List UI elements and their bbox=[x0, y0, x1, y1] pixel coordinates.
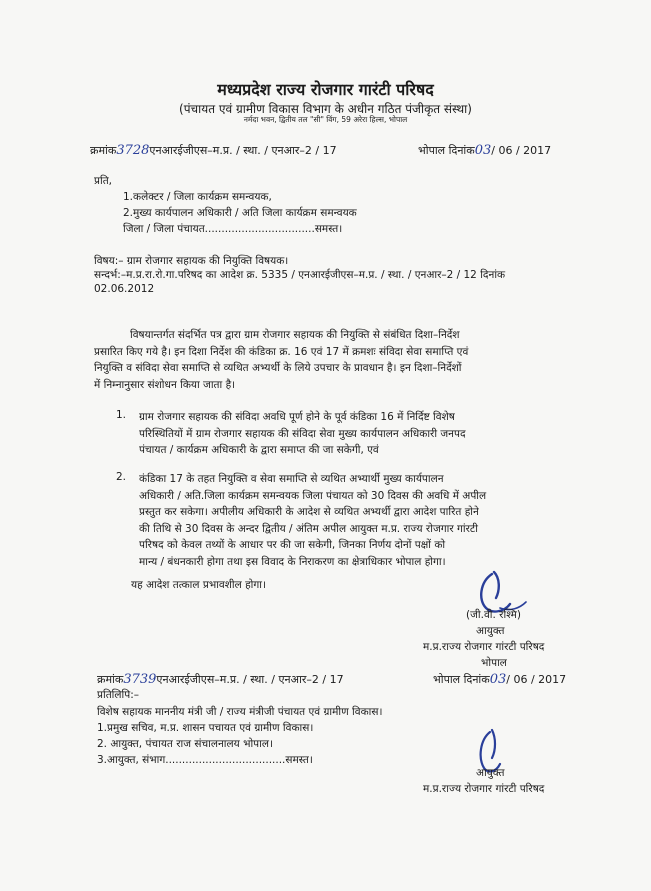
paragraph-line: ग्राम रोजगार सहायक की संविदा अवधि पूर्ण होने के पूर्व कंडिका 16 में निर्दिष्ट विशेष bbox=[139, 411, 455, 423]
paragraph-line: विषयान्तर्गत संदर्भित पत्र द्वारा ग्राम रोजगार सहायक की नियुक्ति से संबंधित दिशा–निर्देश bbox=[130, 329, 460, 341]
point-number: 1. bbox=[116, 409, 127, 421]
ref-date-1 bbox=[418, 143, 551, 158]
org-title: मध्यप्रदेश राज्य रोजगार गारंटी परिषद bbox=[217, 80, 434, 99]
copy-line: 1.प्रमुख सचिव, म.प्र. शासन पचायत एवं ग्रामीण विकास। bbox=[97, 722, 314, 734]
org-address: नर्मदा भवन, द्वितीय तल "सी" विंग, 59 अरेरा हिल्स, भोपाल bbox=[243, 115, 408, 124]
to-label: प्रति, bbox=[94, 175, 113, 187]
paragraph-line: में निम्नानुसार संशोधन किया जाता है। bbox=[94, 378, 236, 391]
ref-code: एनआरईजीएस–म.प्र. / स्था. / एनआर–2 / 17 bbox=[149, 144, 337, 157]
effect-line: यह आदेश तत्काल प्रभावशील होगा। bbox=[131, 579, 266, 591]
paragraph-line: पंचायत / कार्यक्रम अधिकारी के द्वारा समाप्त की जा सकेगी, एवं bbox=[139, 444, 379, 456]
paragraph-line: परिषद को केवल तथ्यों के आधार पर की जा सकेगी, जिनका निर्णय दोनों पक्षों को bbox=[139, 539, 446, 551]
paragraph-line: अधिकारी / अति.जिला कार्यक्रम समन्वयक जिला पंचायत को 30 दिवस की अवधि में अपील bbox=[139, 489, 487, 502]
date-rest: / 06 / 2017 bbox=[506, 673, 567, 686]
paragraph-line: कंडिका 17 के तहत नियुक्ति व सेवा समाप्ति से व्यथित अभ्यार्थी मुख्य कार्यपालन bbox=[139, 473, 444, 485]
paragraph-line: प्रसारित किए गये है। इन दिशा निर्देश की कंडिका क्र. 16 एवं 17 में क्रमशः संविदा सेवा समाप्ति एवं bbox=[94, 345, 469, 358]
date-prefix: भोपाल दिनांक bbox=[418, 144, 475, 157]
to-line: जिला / जिला पंचायत.................................समस्त। bbox=[123, 223, 343, 235]
intro-paragraph bbox=[94, 327, 569, 393]
date-day-handwritten: 03 bbox=[474, 143, 492, 158]
copy-line: 3.आयुक्त, संभाग....................................समस्त। bbox=[97, 754, 313, 766]
org-subtitle: (पंचायत एवं ग्रामीण विकास विभाग के अधीन गठित पंजीकृत संस्था) bbox=[179, 102, 472, 116]
copy-line: विशेष सहायक माननीय मंत्री जी / राज्य मंत्रीजी पंचायत एवं ग्रामीण विकास। bbox=[97, 706, 383, 718]
signatory-org: म.प्र.राज्य रोजगार गांरटी परिषद bbox=[423, 783, 545, 795]
reference-date: 02.06.2012 bbox=[94, 283, 155, 295]
ref-number-handwritten: 3739 bbox=[123, 672, 157, 687]
paragraph-line: मान्य / बंधनकारी होगा तथा इस विवाद के निराकरण का क्षेत्राधिकार भोपाल होगा। bbox=[139, 555, 446, 568]
copy-label: प्रतिलिपि:– bbox=[97, 689, 139, 701]
signatory-city: भोपाल bbox=[481, 657, 507, 669]
to-line: 2.मुख्य कार्यपालन अधिकारी / अति जिला कार्यक्रम समन्वयक bbox=[123, 207, 357, 219]
paragraph-line: प्रस्तुत कर सकेगा। अपीलीय अधिकारी के आदेश से व्यथित अभ्यर्थी द्वारा आदेश पारित होने bbox=[139, 506, 479, 518]
subject-line: विषय:– ग्राम रोजगार सहायक की नियुक्ति विषयक। bbox=[94, 255, 289, 267]
date-day-handwritten: 03 bbox=[489, 672, 507, 687]
signatory-designation: आयुक्त bbox=[476, 767, 505, 779]
paragraph-line: की तिथि से 30 दिवस के अन्दर द्वितीय / अंतिम अपील आयुक्त म.प्र. राज्य रोजगार गांरटी bbox=[139, 522, 478, 535]
ref-line-1 bbox=[90, 143, 337, 158]
ref-code: एनआरईजीएस–म.प्र. / स्था. / एनआर–2 / 17 bbox=[156, 673, 344, 686]
copy-line: 2. आयुक्त, पंचायत राज संचालनालय भोपाल। bbox=[97, 738, 273, 750]
paragraph-line: परिस्थितियों में ग्राम रोजगार सहायक की संविदा सेवा मुख्य कार्यपालन अधिकारी जनपद bbox=[139, 427, 466, 440]
ref-number-handwritten: 3728 bbox=[116, 143, 150, 158]
point-1-paragraph bbox=[139, 409, 569, 459]
reference-line: सन्दर्भ:–म.प्र.रा.रो.गा.परिषद का आदेश क्र. 5335 / एनआरईजीएस–म.प्र. / स्था. / एनआर–2 / 12 दिनांक bbox=[94, 269, 506, 281]
point-2-paragraph bbox=[139, 471, 569, 570]
ref-prefix: क्रमांक bbox=[90, 144, 117, 157]
ref-date-2 bbox=[433, 672, 566, 687]
signatory-name: (जी.वी. रश्मि) bbox=[466, 609, 522, 621]
point-number: 2. bbox=[116, 471, 127, 483]
paragraph-line: नियुक्ति व संविदा सेवा समाप्ति से व्यथित अभ्यर्थी के लिये उपचार के प्रावधान है। इन दिशा–निर्देशों bbox=[94, 362, 462, 374]
to-line: 1.कलेक्टर / जिला कार्यक्रम समन्वयक, bbox=[123, 191, 272, 203]
date-rest: / 06 / 2017 bbox=[491, 144, 552, 157]
ref-prefix: क्रमांक bbox=[97, 673, 124, 686]
ref-line-2 bbox=[97, 672, 344, 687]
signatory-designation: आयुक्त bbox=[476, 625, 505, 637]
signatory-org: म.प्र.राज्य रोजगार गांरटी परिषद bbox=[423, 641, 545, 653]
date-prefix: भोपाल दिनांक bbox=[433, 673, 490, 686]
